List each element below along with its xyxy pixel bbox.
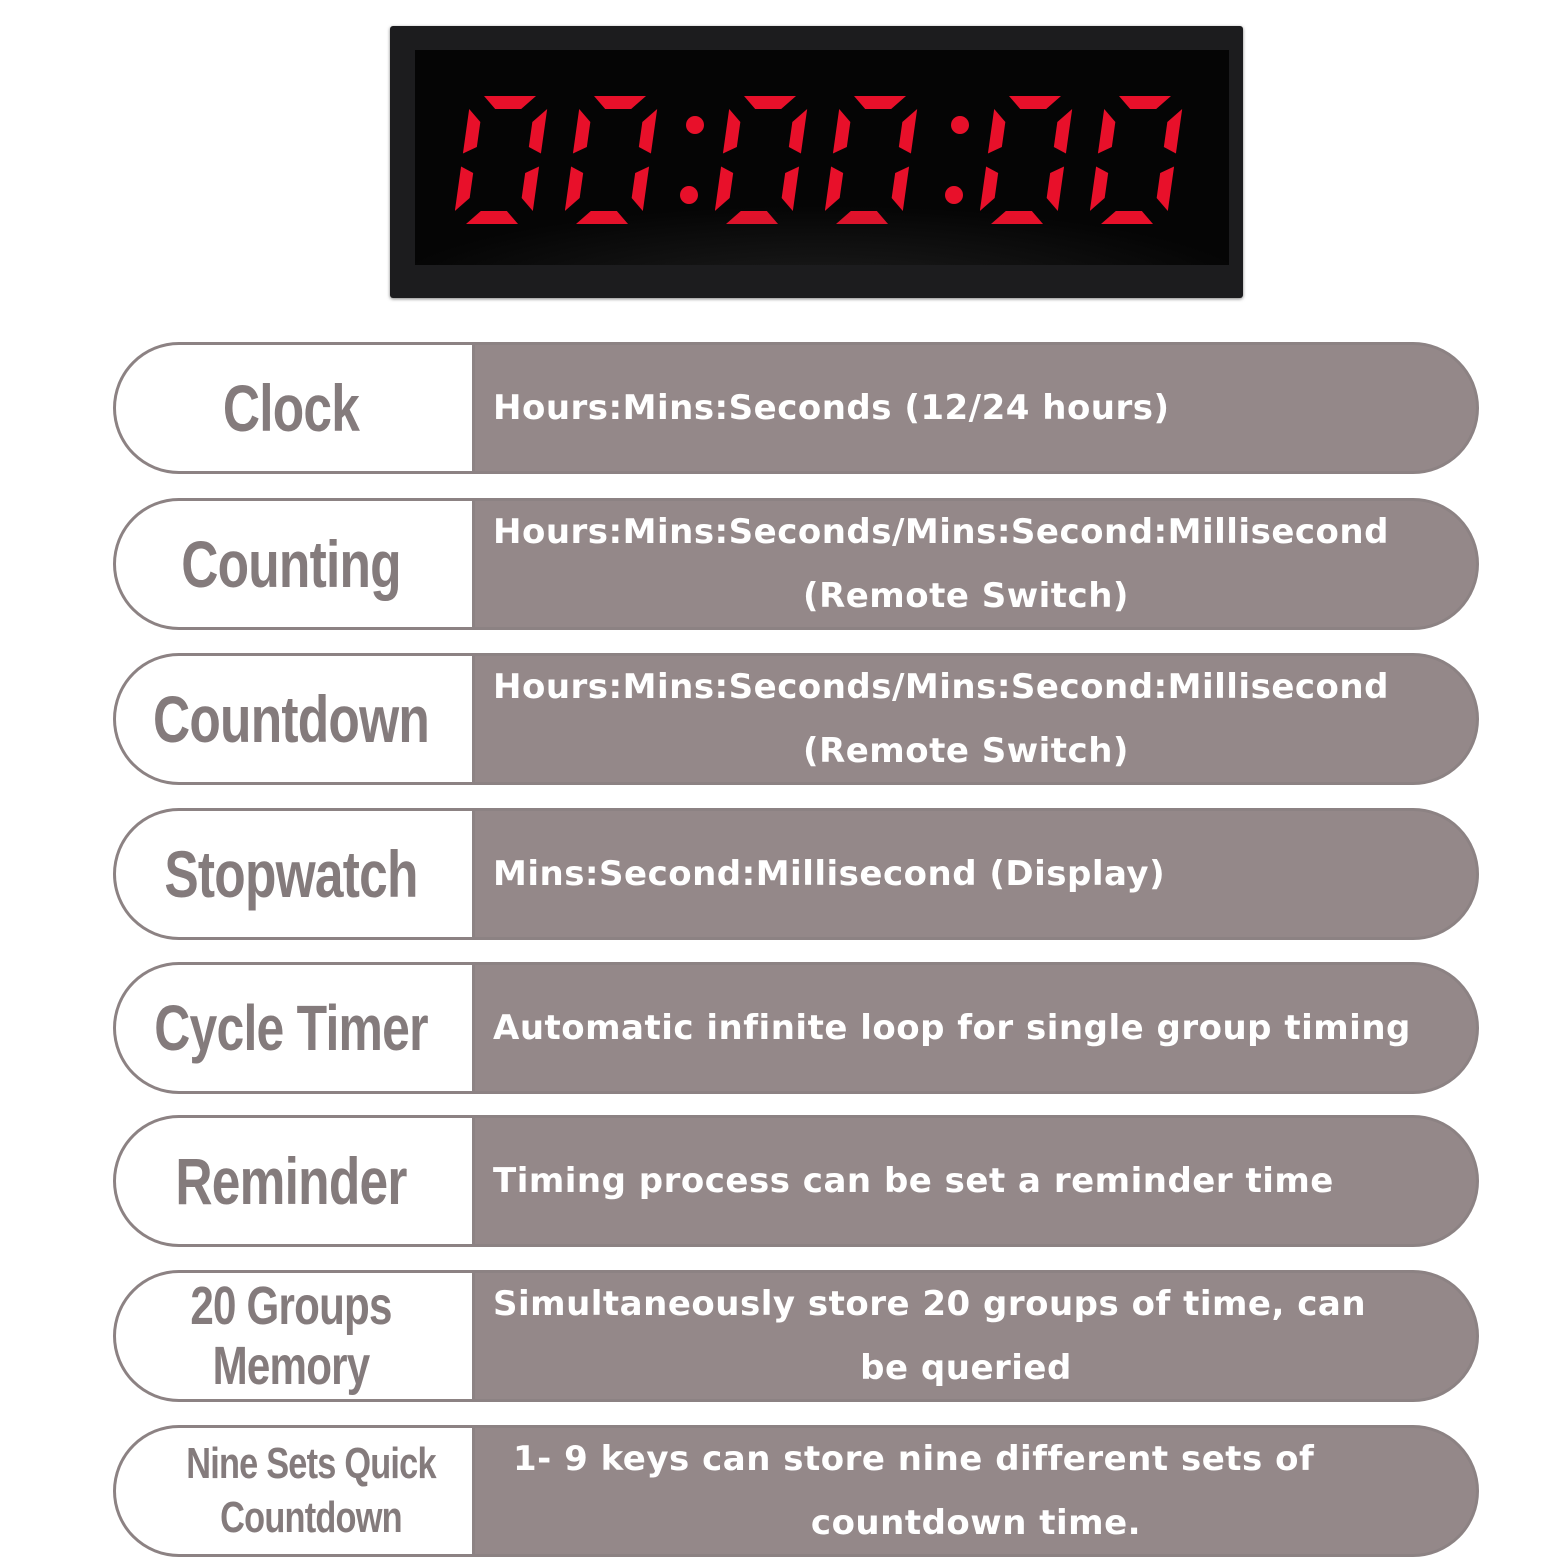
clock-digit — [1090, 92, 1198, 230]
clock-digit — [825, 92, 933, 230]
clock-segment — [980, 167, 999, 212]
clock-segment — [1090, 167, 1109, 212]
clock-segment — [788, 109, 807, 154]
feature-name: Nine Sets Quick Countdown — [186, 1439, 436, 1542]
clock-segment — [852, 96, 906, 109]
feature-description: Simultaneously store 20 groups of time, can be queried — [493, 1284, 1367, 1388]
clock-segment — [833, 109, 852, 154]
clock-segment — [1163, 109, 1182, 154]
clock-segment — [836, 211, 890, 224]
clock-segment — [825, 167, 844, 212]
clock-colon-dot — [680, 186, 698, 204]
clock-digit — [715, 92, 823, 230]
clock-segment — [988, 109, 1007, 154]
clock-digit — [455, 92, 563, 230]
clock-segment — [466, 211, 520, 224]
feature-description: Automatic infinite loop for single group timing — [493, 1008, 1411, 1048]
clock-segment — [528, 109, 547, 154]
clock-segment — [742, 96, 796, 109]
clock-digit — [565, 92, 673, 230]
led-clock-digits — [415, 50, 1229, 265]
feature-row-reminder — [113, 1115, 1479, 1247]
clock-segment — [898, 109, 917, 154]
feature-description: Hours:Mins:Seconds/Mins:Second:Millisecond (Remote Switch) — [493, 667, 1389, 771]
feature-row-clock — [113, 342, 1479, 474]
clock-segment — [890, 167, 909, 212]
clock-segment — [1045, 167, 1064, 212]
clock-segment — [1101, 211, 1155, 224]
feature-name: Clock — [222, 371, 360, 445]
clock-segment — [565, 167, 584, 212]
feature-description: Hours:Mins:Seconds/Mins:Second:Millisecond (Remote Switch) — [493, 512, 1389, 616]
clock-segment — [1155, 167, 1174, 212]
feature-row-stopwatch — [113, 808, 1479, 940]
clock-segment — [991, 211, 1045, 224]
clock-segment — [630, 167, 649, 212]
feature-name: Countdown — [152, 682, 430, 756]
feature-description: Timing process can be set a reminder time — [493, 1161, 1334, 1201]
feature-description: Hours:Mins:Seconds (12/24 hours) — [493, 388, 1170, 428]
clock-segment — [463, 109, 482, 154]
clock-segment — [520, 167, 539, 212]
clock-colon — [677, 95, 707, 225]
clock-segment — [576, 211, 630, 224]
feature-row-cycle-timer — [113, 962, 1479, 1094]
feature-name: Reminder — [175, 1144, 407, 1218]
feature-row-nine-sets-quick-countdown — [113, 1425, 1479, 1557]
led-clock-display — [415, 50, 1229, 265]
clock-segment — [592, 96, 646, 109]
feature-row-countdown — [113, 653, 1479, 785]
clock-segment — [715, 167, 734, 212]
clock-segment — [638, 109, 657, 154]
clock-segment — [1007, 96, 1061, 109]
clock-segment — [1098, 109, 1117, 154]
clock-segment — [573, 109, 592, 154]
feature-name: Stopwatch — [164, 837, 418, 911]
feature-description: 1- 9 keys can store nine different sets of countdown time. — [513, 1439, 1315, 1543]
feature-name: Counting — [181, 527, 401, 601]
clock-segment — [455, 167, 474, 212]
clock-digit — [980, 92, 1088, 230]
clock-segment — [723, 109, 742, 154]
clock-segment — [1117, 96, 1171, 109]
feature-description: Mins:Second:Millisecond (Display) — [493, 854, 1166, 894]
clock-segment — [780, 167, 799, 212]
clock-segment — [1053, 109, 1072, 154]
clock-segment — [482, 96, 536, 109]
feature-name: 20 Groups Memory — [190, 1276, 392, 1396]
feature-row-20-groups-memory — [113, 1270, 1479, 1402]
clock-colon — [942, 95, 972, 225]
clock-colon-dot — [945, 186, 963, 204]
feature-name: Cycle Timer — [154, 992, 428, 1064]
clock-colon-dot — [951, 116, 969, 134]
clock-segment — [726, 211, 780, 224]
feature-row-counting — [113, 498, 1479, 630]
clock-colon-dot — [686, 116, 704, 134]
